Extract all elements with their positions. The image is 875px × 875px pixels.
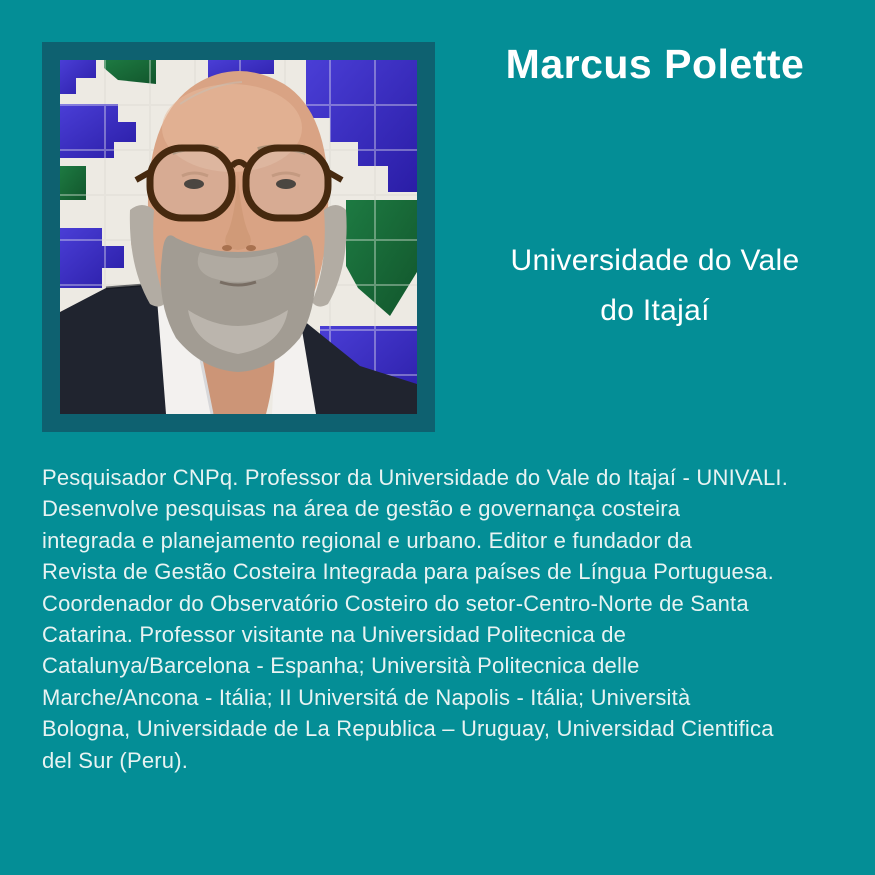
bio-line: Marche/Ancona - Itália; II Universitá de Napolis - Itália; Università [42,684,691,710]
bio-paragraph [42,462,854,776]
photo-frame [42,42,435,432]
bio-line: Catalunya/Barcelona - Espanha; Università Politecnica delle [42,653,640,679]
affiliation-line: do Itajaí [600,294,710,327]
bio-line: Catarina. Professor visitante na Universidad Politecnica de [42,622,627,648]
bio-line: Bologna, Universidade de La Republica – Uruguay, Universidad Cientifica [42,716,774,742]
bio-line: Pesquisador CNPq. Professor da Universidade do Vale do Itajaí - UNIVALI. [42,465,789,490]
profile-photo [60,60,417,414]
bio-line: del Sur (Peru). [42,747,189,773]
affiliation [435,236,875,336]
bio-line: Coordenador do Observatório Costeiro do setor-Centro-Norte de Santa [42,590,749,616]
affiliation-line: Universidade do Vale [510,244,800,277]
person-name: Marcus Polette [505,41,805,87]
bio-line: integrada e planejamento regional e urbano. Editor e fundador da [42,527,693,553]
bio-line: Revista de Gestão Costeira Integrada para países de Língua Portuguesa. [42,559,774,585]
bio-line: Desenvolve pesquisas na área de gestão e governança costeira [42,496,681,522]
